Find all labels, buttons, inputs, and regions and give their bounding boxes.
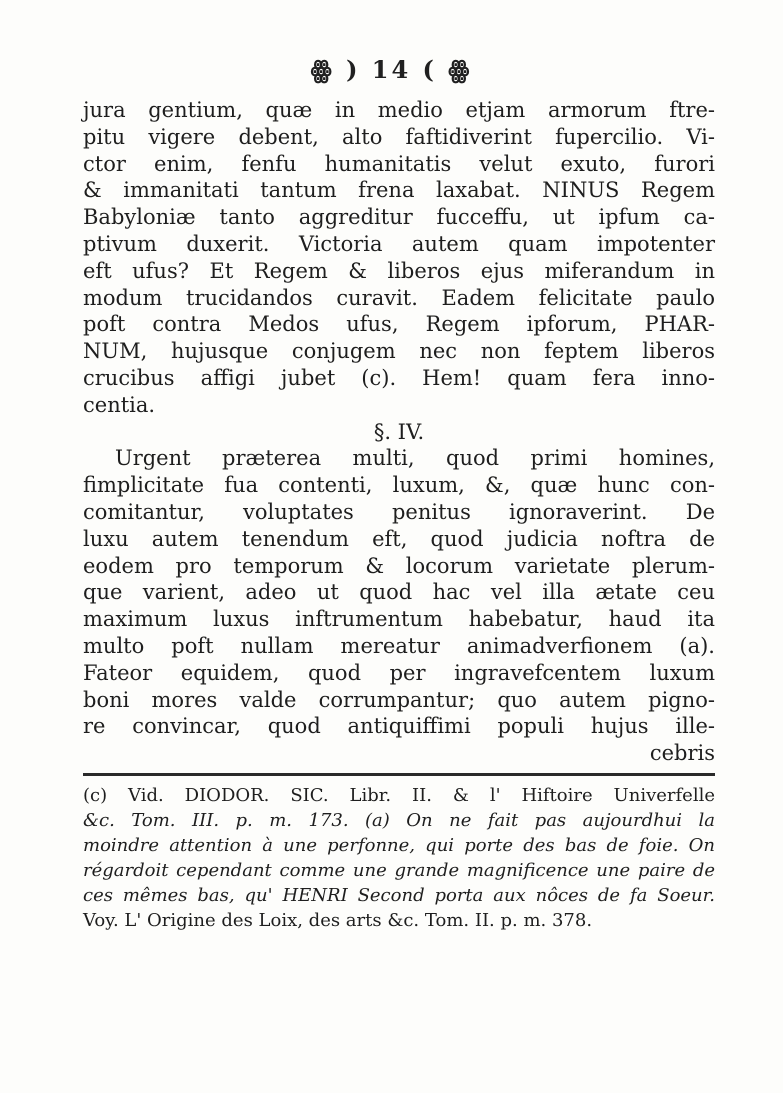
text-line: maximum luxus inftrumentum habebatur, haud ita — [83, 607, 715, 632]
text-line: comitantur, voluptates penitus ignoraverint. De — [83, 499, 715, 524]
text-line: modum trucidandos curavit. Eadem felicitate paulo — [83, 285, 715, 310]
text-line: que varient, adeo ut quod hac vel illa ætate ceu — [83, 580, 715, 605]
text-line: Fateor equidem, quod per ingravefcentem luxum — [83, 660, 715, 685]
text-line: luxu autem tenendum eft, quod judicia noftra de — [83, 526, 715, 551]
text-line: pitu vigere debent, alto faftidiverint fupercilio. Vi- — [83, 124, 715, 149]
text-line: boni mores valde corrumpantur; quo autem pigno- — [83, 687, 715, 712]
footnote-line: Voy. L' Origine des Loix, des arts &c. Tom. II. p. m. 378. — [83, 910, 593, 931]
text-line: jura gentium, quæ in medio etjam armorum ftre- — [83, 98, 715, 122]
text-line: NUM, hujusque conjugem nec non feptem liberos — [83, 339, 715, 364]
footnote-line: ces mêmes bas, qu' HENRI Second porta aux nôces de fa Soeur. — [83, 885, 715, 906]
text-line: re convincar, quod antiquiffimi populi hujus ille- — [83, 714, 715, 739]
footnote-line: &c. Tom. III. p. m. 173. (a) On ne fait pas aujourdhui la — [83, 810, 715, 831]
text-line: & immanitati tantum frena laxabat. NINUS Regem — [83, 178, 715, 203]
text-line: ptivum duxerit. Victoria autem quam impotenter — [83, 231, 715, 256]
footnote-line: moindre attention à une perfonne, qui porte des bas de foie. On — [83, 835, 715, 856]
footnotes — [83, 783, 715, 933]
text-line: fimplicitate fua contenti, luxum, &, quæ hunc con- — [83, 473, 715, 498]
text-line: eft ufus? Et Regem & liberos ejus miferandum in — [83, 258, 715, 283]
section-heading: §. IV. — [373, 419, 425, 444]
footnote-line: régardoit cependant comme une grande magnificence une paire de — [83, 860, 715, 881]
text-line: centia. — [83, 392, 156, 417]
text-line: ctor enim, fenfu humanitatis velut exuto, furori — [83, 151, 715, 176]
page-header: ꙮ ) 14 ( ꙮ — [310, 55, 473, 84]
text-line: poft contra Medos ufus, Regem ipforum, PHAR- — [83, 312, 715, 337]
catchword: cebris — [649, 741, 715, 766]
text-line: eodem pro temporum & locorum varietate plerum- — [83, 553, 715, 578]
footnote-line: (c) Vid. DIODOR. SIC. Libr. II. & l' Hiftoire Univerfelle — [83, 785, 715, 806]
text-line: crucibus affigi jubet (c). Hem! quam fera inno- — [83, 365, 715, 390]
text-line: Urgent præterea multi, quod primi homines, — [115, 446, 715, 471]
footnote-divider — [83, 773, 715, 776]
text-line: multo poft nullam mereatur animadverfionem (a). — [83, 633, 715, 658]
text-line: Babyloniæ tanto aggreditur fucceffu, ut ipfum ca- — [83, 205, 715, 230]
main-text — [83, 97, 715, 767]
